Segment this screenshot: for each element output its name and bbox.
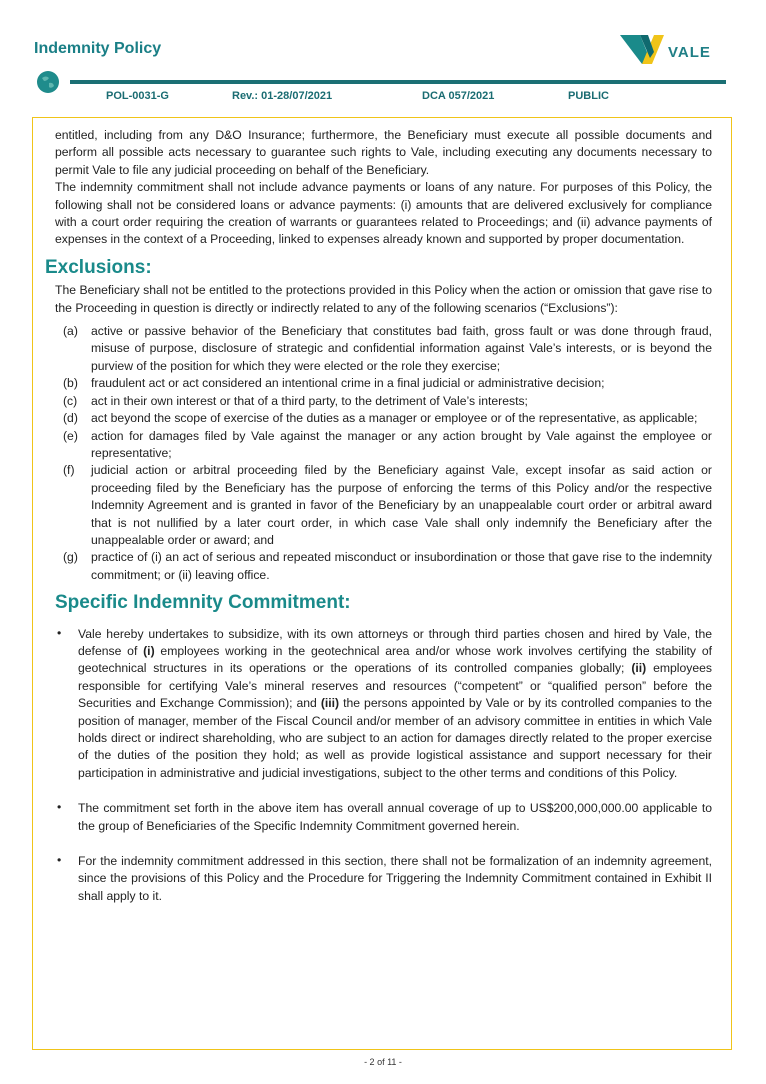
specific-commitment-list bbox=[55, 626, 712, 906]
list-label: (b) bbox=[63, 376, 78, 391]
bullet-text: Vale hereby undertakes to subsidize, with its own attorneys or through third parties chosen and hired by Vale, the defense of bbox=[78, 626, 712, 658]
bullet-text: For the indemnity commitment addressed in this section, there shall not be formalization of an indemnity agreement, since the provisions of this Policy and the Procedure for Triggering the Indemnity Commitment contained in Exhibit II shall apply to it. bbox=[78, 854, 712, 903]
paragraph: entitled, including from any D&O Insurance; furthermore, the Beneficiary must execute all possible documents and perform all possible acts necessary to guarantee such rights to Vale, including executing any documents necessary to permit Vale to file any judicial proceeding on behalf of the Beneficiary. bbox=[55, 128, 712, 177]
exclusions-intro: The Beneficiary shall not be entitled to the protections provided in this Policy when the action or omission that gave rise to the Proceeding in question is directly or indirectly related to any of the following scenarios (“Exclusions”): bbox=[55, 283, 712, 315]
list-text: practice of (i) an act of serious and repeated misconduct or insubordination or those that gave rise to the indemnity commitment; or (ii) leaving office. bbox=[91, 550, 712, 582]
bullet-icon: • bbox=[57, 853, 62, 868]
bullet-text: employees working in the geotechnical area and/or whose work involves certifying the stability of geotechnical structures in its operations or the operations of its controlled companies globally; bbox=[78, 643, 712, 676]
bullet-text: employees responsible for certifying Vale’s mineral reserves and resources (“competent” or “qualified person” before the Securities and Exchange Commission); and bbox=[78, 661, 713, 711]
list-label: (g) bbox=[63, 550, 78, 565]
list-text: judicial action or arbitral proceeding filed by the Beneficiary against Vale, except insofar as said action or proceeding filed by the Beneficiary has the purpose of enforcing the terms of this Policy and/or the respective Indemnity Agreement and is granted in favor of the Beneficiary by an unappealable court order or arbitral award that is not nullified by a later court order, in which case Vale shall only indemnify the Beneficiary after the unappealable order or award; and bbox=[91, 463, 712, 547]
exclusions-list bbox=[55, 323, 712, 584]
list-label: (a) bbox=[63, 324, 78, 339]
list-item bbox=[55, 410, 712, 427]
paragraph: The indemnity commitment shall not include advance payments or loans of any nature. For purposes of this Policy, the following shall not be considered loans or advance payments: (i) amounts that are delivered exclusively for compliance with a court order requiring the creation of warrants or guarantees related to Proceedings; and (ii) advance payments of expenses in the context of a Proceeding, linked to expenses already known and supported by proper documentation. bbox=[55, 180, 712, 247]
list-item bbox=[55, 323, 712, 375]
list-text: active or passive behavior of the Beneficiary that constitutes bad faith, gross fault or was done through fraud, misuse of purpose, disclosure of strategic and confidential information against Vale’s interests, or is beyond the purview of the position for which they were elected or the role they exercise; bbox=[91, 324, 712, 373]
bullet-item bbox=[55, 853, 712, 905]
header-rule bbox=[70, 80, 726, 84]
list-item bbox=[55, 549, 712, 584]
bullet-icon: • bbox=[57, 625, 62, 640]
classification: PUBLIC bbox=[568, 90, 609, 102]
doc-code: POL-0031-G bbox=[106, 90, 169, 102]
globe-icon bbox=[37, 71, 59, 93]
document-title: Indemnity Policy bbox=[34, 40, 162, 57]
bold-marker: (ii) bbox=[631, 661, 647, 676]
bullet-text: The commitment set forth in the above item has overall annual coverage of up to US$200,000,000.00 applicable to the group of Beneficiaries of the Specific Indemnity Commitment governed herein. bbox=[78, 801, 712, 833]
list-label: (e) bbox=[63, 428, 78, 443]
page-number: - 2 of 11 - bbox=[364, 1057, 402, 1067]
bold-marker: (i) bbox=[143, 643, 155, 658]
bullet-item bbox=[55, 800, 712, 835]
list-text: act in their own interest or that of a third party, to the detriment of Vale’s interests; bbox=[91, 393, 528, 408]
list-label: (d) bbox=[63, 411, 78, 426]
list-text: action for damages filed by Vale against the manager or any action brought by Vale against the employee or representative; bbox=[91, 428, 712, 460]
bullet-item bbox=[55, 626, 712, 783]
list-text: fraudulent act or act considered an intentional crime in a final judicial or administrative decision; bbox=[91, 376, 605, 391]
list-item bbox=[55, 393, 712, 410]
revision: Rev.: 01-28/07/2021 bbox=[232, 90, 333, 102]
logo-text: VALE bbox=[668, 44, 711, 61]
section-heading-exclusions: Exclusions: bbox=[45, 256, 152, 278]
list-item bbox=[55, 375, 712, 392]
bullet-text: the persons appointed by Vale or by its controlled companies to the position of manager, member of the Fiscal Council and/or member of an advisory committee in entities in which Vale holds direct or indirect shareholding, who are subject to an action for damages directly related to the proper exercise of the duties of the position they hold; as well as provide logistical assistance and support necessary for their participation in administrative and judicial investigations, subject to the other terms and conditions of this Policy. bbox=[78, 696, 713, 780]
document-body bbox=[45, 127, 713, 923]
section-heading-specific-indemnity: Specific Indemnity Commitment: bbox=[55, 592, 351, 614]
list-item bbox=[55, 428, 712, 463]
list-item bbox=[55, 462, 712, 549]
list-label: (c) bbox=[63, 393, 78, 408]
dca-number: DCA 057/2021 bbox=[422, 90, 495, 102]
list-label: (f) bbox=[63, 463, 75, 478]
bullet-icon: • bbox=[57, 800, 62, 815]
bold-marker: (iii) bbox=[320, 696, 340, 711]
list-text: act beyond the scope of exercise of the duties as a manager or employee or of the representative, as applicable; bbox=[91, 411, 698, 426]
